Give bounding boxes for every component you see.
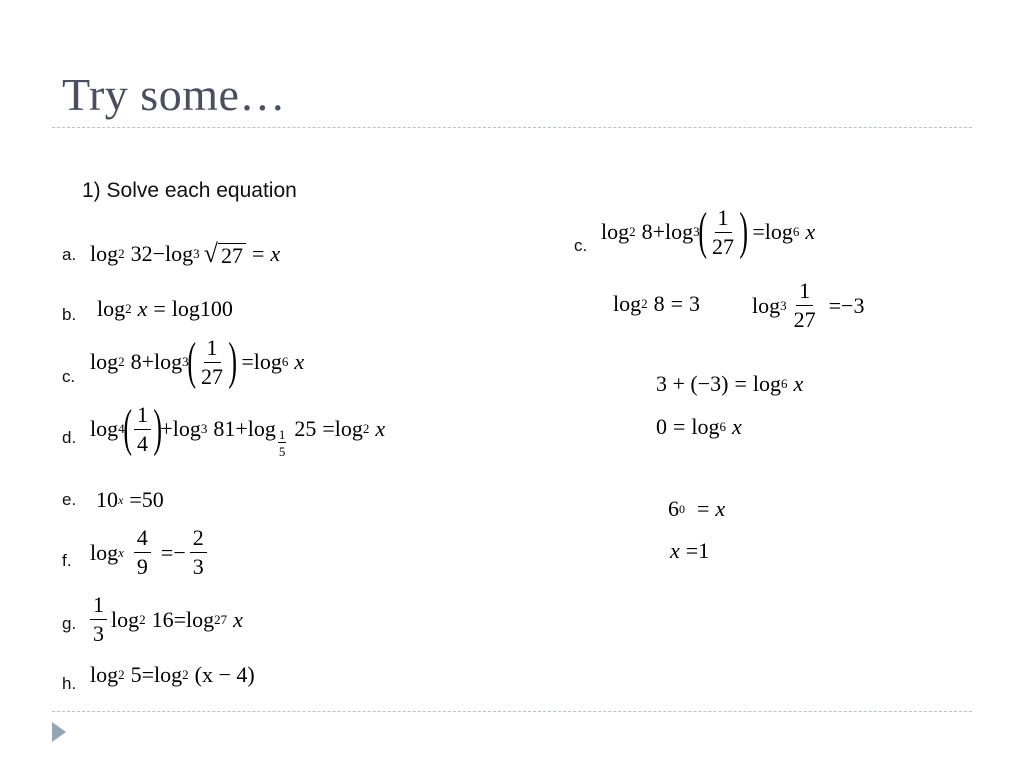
label-h: h. [62, 674, 77, 693]
solution-step-2: 3 + (−3) = log 6 x [656, 371, 804, 396]
solution-step-5: x = 1 [670, 538, 710, 563]
label-c: c. [62, 367, 76, 386]
equation-e: 10 x = 50 [96, 487, 164, 512]
solution-step-1a: log 2 8 = 3 [613, 291, 701, 316]
solution-step-3: 0 = log 6 x [656, 414, 742, 439]
equation-b: log 2 x = log100 [97, 296, 233, 321]
equation-f: log x $\frac{4}{9}$ = − $\frac{2}{3}$ [90, 527, 211, 578]
label-a: a. [62, 245, 77, 264]
footer-divider [52, 711, 972, 712]
triangle-bullet-icon [52, 722, 66, 742]
label-e: e. [62, 490, 77, 509]
solution-step-4: 6 0 = x [668, 496, 726, 521]
equation-a: log 2 32 − log 3 √ 27 = x [90, 239, 281, 268]
solution-step-1b: log 3 $\frac{1}{27}$ = −3 [752, 278, 865, 332]
label-f: f. [62, 551, 72, 570]
title-divider [52, 127, 972, 128]
label-d: d. [62, 428, 77, 447]
instruction-text: 1) Solve each equation [82, 179, 297, 202]
slide-title: Try some… [62, 69, 286, 120]
equation-c: log 2 8 + log 3 ( $\frac{1}{27}$ ) = log 6 x [90, 333, 305, 390]
solution-equation: log 2 8 + log 3 ( $\frac{1}{27}$ ) = log 6 x [601, 203, 816, 260]
equation-g: $\frac{1}{3}$ log 2 16 = log 27 x [86, 594, 243, 645]
equation-h: log 2 5 = log 2 (x − 4) [90, 662, 255, 687]
equation-d: log 4 ( $\frac{1}{4}$ ) + log 3 81 + log 1 5 25 = log 2 x [90, 400, 386, 459]
label-b: b. [62, 305, 77, 324]
solution-label-c: c. [574, 236, 588, 255]
label-g: g. [62, 614, 77, 633]
